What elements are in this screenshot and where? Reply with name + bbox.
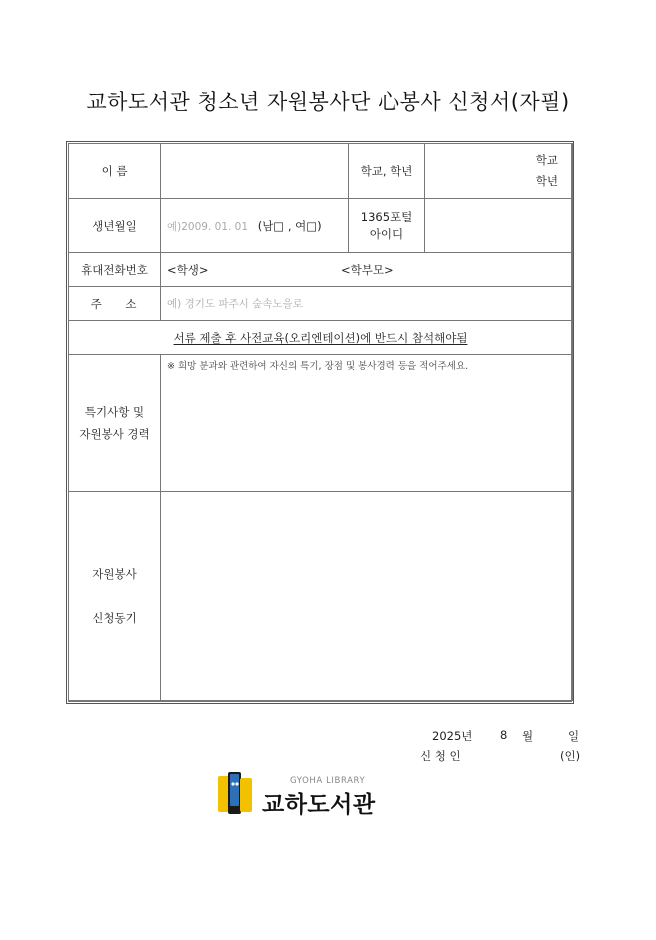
- signature-line: [420, 748, 580, 764]
- applicant-label: 신 청 인: [420, 749, 461, 763]
- notice-text: 서류 제출 후 사전교육(오리엔테이션)에 반드시 참석해야됨: [173, 330, 468, 345]
- motive-field[interactable]: [161, 492, 573, 701]
- seal-label: (인): [560, 749, 581, 763]
- orientation-notice: [69, 321, 573, 355]
- portal-id-label: [349, 199, 425, 253]
- grade-value: 학년: [535, 174, 558, 188]
- address-field[interactable]: [161, 287, 573, 321]
- experience-hint: ※ 희망 분과와 관련하여 자신의 특기, 장점 및 봉사경력 등을 적어주세요.: [167, 361, 469, 372]
- row-experience: [69, 355, 573, 492]
- phone-label: 휴대전화번호: [69, 253, 161, 287]
- name-label: 이 름: [69, 144, 161, 199]
- phone-field[interactable]: [161, 253, 573, 287]
- month-value[interactable]: 8: [500, 728, 508, 742]
- day-unit: 일: [568, 729, 580, 743]
- row-phone: [69, 253, 573, 287]
- school-grade-field[interactable]: [425, 144, 573, 199]
- logo-book-yellow-2: [240, 778, 252, 812]
- birth-label: 생년월일: [69, 199, 161, 253]
- logo-book-blue: [230, 774, 239, 806]
- date-line: [420, 728, 580, 744]
- birth-field[interactable]: [161, 199, 349, 253]
- row-birth: [69, 199, 573, 253]
- birth-placeholder: 예)2009. 01. 01: [167, 220, 249, 233]
- experience-label: [69, 355, 161, 492]
- application-form-table: [68, 143, 573, 701]
- row-address: [69, 287, 573, 321]
- document-title: 교하도서관 청소년 자원봉사단 心봉사 신청서(자필): [86, 90, 570, 114]
- gender-checkboxes[interactable]: (남□ , 여□): [257, 218, 322, 233]
- logo-eye-right: [235, 782, 238, 785]
- school-value: 학교: [535, 153, 558, 167]
- motive-label-line-2: 신청동기: [92, 611, 137, 625]
- name-field[interactable]: [161, 144, 349, 199]
- year-text: 2025년: [432, 729, 473, 743]
- row-motive: [69, 492, 573, 701]
- row-notice: [69, 321, 573, 355]
- address-placeholder: 예) 경기도 파주시 숲속노을로: [167, 298, 303, 310]
- motive-label: [69, 492, 161, 701]
- portal-label-line-2: 아이디: [369, 226, 404, 241]
- phone-student-label: <학생>: [167, 263, 209, 277]
- motive-label-line-1: 자원봉사: [92, 567, 137, 581]
- experience-label-line-2: 자원봉사 경력: [79, 427, 150, 441]
- experience-label-line-1: 특기사항 및: [84, 405, 145, 419]
- logo-eye-left: [231, 782, 234, 785]
- experience-field[interactable]: [161, 355, 573, 492]
- address-label: 주 소: [69, 287, 161, 321]
- logo-name: 교하도서관: [262, 792, 376, 818]
- portal-id-field[interactable]: [425, 199, 573, 253]
- school-label: 학교, 학년: [349, 144, 425, 199]
- row-name: [69, 144, 573, 199]
- logo-subtitle: GYOHA LIBRARY: [290, 776, 366, 786]
- portal-label-line-1: 1365포털: [360, 209, 413, 224]
- month-unit: 월: [522, 729, 534, 743]
- phone-parent-label: <학부모>: [341, 263, 394, 277]
